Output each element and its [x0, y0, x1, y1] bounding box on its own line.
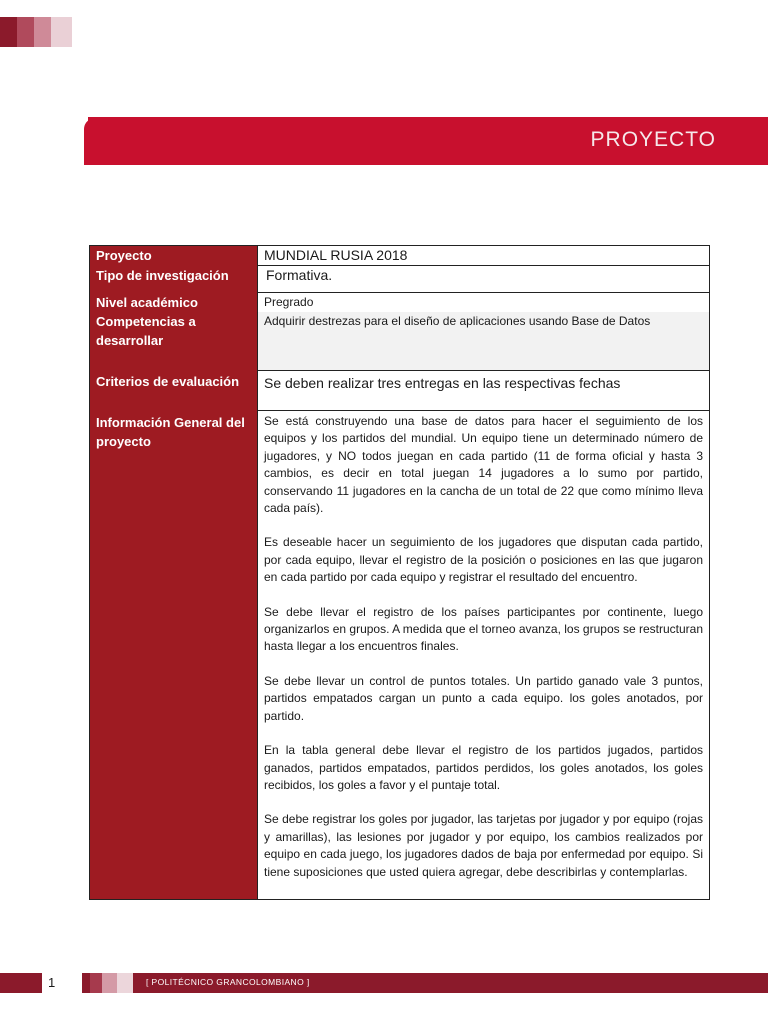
info-paragraph: Se debe llevar el registro de los países participantes por continente, luego organizarlos en grupos. A medida que el torneo avanza, los grupos se restructuran hasta llegar a los encuentros finales.	[264, 604, 703, 654]
row-label: Proyecto	[90, 246, 257, 265]
table-row	[90, 265, 709, 293]
info-paragraph: Se está construyendo una base de datos para hacer el seguimiento de los equipos y los partidos del mundial. Un equipo tiene un determinado número de jugadores, y NO todos juegan en cada partido (11 de forma oficial y hasta 3 cambios, es decir en total juegan 14 jugadores a lo sumo por partido, conservando 11 jugadores en la cancha de un total de 22 que como mínimo lleva cada país).	[264, 414, 703, 516]
decor-square-2	[17, 17, 34, 47]
footer-decor-square	[117, 973, 133, 993]
table-row	[90, 312, 709, 371]
page-number: 1	[48, 975, 56, 990]
footer-institution: [ POLITÉCNICO GRANCOLOMBIANO ]	[146, 977, 310, 987]
row-value: Pregrado	[257, 292, 709, 312]
row-label: Criterios de evaluación	[90, 370, 257, 410]
row-label: Nivel académico	[90, 292, 257, 312]
info-paragraph: Se debe registrar los goles por jugador, las tarjetas por jugador y por equipo (rojas y amarillas), las lesiones por jugador y por equipo, los cambios realizados por equipo en cada juego, los jugadores dados de baja por enfermedad por equipo. Si tiene suposiciones que usted quiera agregar, debe describirlas y contemplarlas.	[264, 812, 703, 879]
info-paragraph: Es deseable hacer un seguimiento de los jugadores que disputan cada partido, por cada equipo, llevar el registro de la posición o posiciones en las que jugaron en cada partido por cada equipo y registrar el resultado del encuentro.	[264, 535, 703, 585]
decor-square-1	[0, 17, 17, 47]
table-row	[90, 292, 709, 313]
row-value: Formativa.	[257, 265, 709, 292]
project-table	[89, 245, 710, 900]
decor-square-4	[51, 17, 72, 47]
footer-decor-square	[90, 973, 102, 993]
row-label: Información General del proyecto	[90, 410, 257, 899]
row-label: Competencias a desarrollar	[90, 312, 257, 370]
footer-decor-square	[82, 973, 90, 993]
footer-decor-square	[102, 973, 117, 993]
decor-square-3	[34, 17, 51, 47]
row-value: MUNDIAL RUSIA 2018	[257, 246, 709, 265]
page-title: PROYECTO	[590, 128, 716, 151]
table-row	[90, 370, 709, 411]
row-value: Adquirir destrezas para el diseño de aplicaciones usando Base de Datos	[257, 312, 709, 370]
info-paragraph: Se debe llevar un control de puntos totales. Un partido ganado vale 3 puntos, partidos empatados cargan un punto a cada equipo. los goles anotados, por partido.	[264, 673, 703, 723]
table-row	[90, 246, 709, 266]
info-paragraph: En la tabla general debe llevar el registro de los partidos jugados, partidos ganados, partidos empatados, partidos perdidos, los goles anotados, los goles recibidos, los goles a favor y el puntaje total.	[264, 743, 703, 792]
footer-left-block	[0, 973, 42, 993]
row-value: Se deben realizar tres entregas en las respectivas fechas	[257, 370, 709, 410]
info-content	[257, 410, 709, 899]
table-row	[90, 410, 709, 899]
row-label: Tipo de investigación	[90, 265, 257, 292]
